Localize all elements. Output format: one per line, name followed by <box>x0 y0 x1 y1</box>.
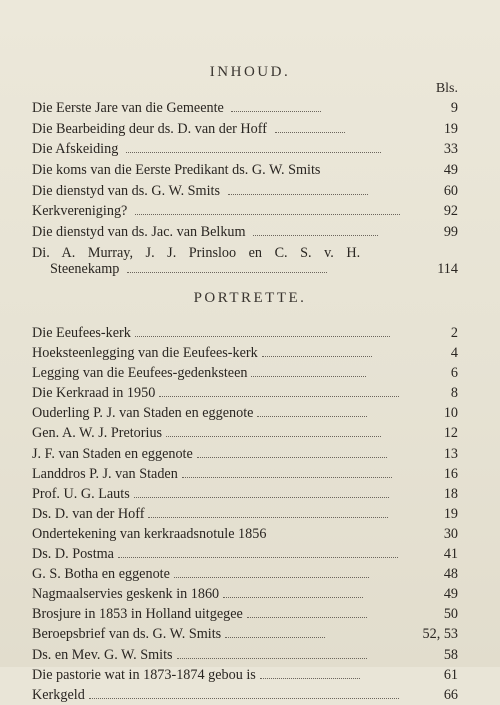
entry-page: 61 <box>443 666 458 683</box>
entry-page: 66 <box>443 686 458 703</box>
entry-title: Beroepsbrief van ds. G. W. Smits <box>32 626 222 643</box>
contents-entry <box>32 222 458 243</box>
entry-page: 49 <box>443 586 458 603</box>
entry-page: 9 <box>450 100 458 116</box>
entry-title: Gen. A. W. J. Pretorius <box>32 425 163 442</box>
portrait-entry <box>32 403 458 423</box>
leader-dots <box>228 193 368 195</box>
entry-title-continued <box>50 259 327 280</box>
portrait-entry <box>32 383 458 403</box>
contents-entry <box>32 181 458 202</box>
entry-page: 41 <box>443 546 458 563</box>
entry-title: Di. A. Murray, J. J. Prinsloo en C. S. v. H. <box>32 244 361 261</box>
portrait-entry <box>32 685 458 705</box>
entry-title: Hoeksteenlegging van die Eeufees-kerk <box>32 345 258 362</box>
entry-title: Landdros P. J. van Staden <box>32 465 178 482</box>
entry-page: 13 <box>443 445 458 462</box>
entry-page: 12 <box>443 425 458 442</box>
leader-dots <box>275 131 345 133</box>
leader-dots <box>166 435 381 437</box>
portrait-entry <box>32 464 458 484</box>
leader-dots <box>223 596 363 598</box>
entry-page: 16 <box>443 465 458 482</box>
entry-title: Legging van die Eeufees-gedenksteen <box>32 365 248 382</box>
entry-page: 114 <box>437 260 458 277</box>
entry-title: Die Bearbeiding deur ds. D. van der Hoff <box>32 120 267 137</box>
entry-title: Brosjure in 1853 in Holland uitgegee <box>32 606 243 623</box>
leader-dots <box>118 556 398 558</box>
portrait-entry <box>32 584 458 604</box>
portrait-entry <box>32 484 458 504</box>
leader-dots <box>177 657 367 659</box>
entry-title: Die Eerste Jare van die Gemeente <box>32 100 224 116</box>
portrait-entry <box>32 444 458 464</box>
leader-dots <box>135 213 400 215</box>
leader-dots <box>127 271 327 273</box>
entry-title: Die Eeufees-kerk <box>32 325 131 341</box>
entry-title: Kerkvereniging? <box>32 203 128 220</box>
contents-entry <box>32 119 458 140</box>
entry-page: 33 <box>443 141 458 158</box>
entry-title: Prof. U. G. Lauts <box>32 485 130 502</box>
entry-title: G. S. Botha en eggenote <box>32 566 170 583</box>
entry-page: 60 <box>443 182 458 199</box>
entry-title: Ouderling P. J. van Staden en eggenote <box>32 405 254 422</box>
entry-page: 19 <box>443 120 458 137</box>
leader-dots <box>247 616 367 618</box>
portrait-entry <box>32 544 458 564</box>
leader-dots <box>134 496 389 498</box>
entry-page: 58 <box>443 646 458 663</box>
leader-dots <box>89 697 399 699</box>
entry-page: 50 <box>443 606 458 623</box>
entry-page: 6 <box>450 365 458 382</box>
entry-title: Die Kerkraad in 1950 <box>32 385 156 402</box>
entry-page: 10 <box>443 405 458 422</box>
contents-entry <box>32 160 458 181</box>
leader-dots <box>257 415 367 417</box>
portraits-heading: PORTRETTE. <box>193 290 307 306</box>
entry-title: Nagmaalservies geskenk in 1860 <box>32 586 220 603</box>
leader-dots <box>253 234 378 236</box>
entry-page: 92 <box>443 203 458 220</box>
portrait-entry <box>32 423 458 443</box>
entry-page: 8 <box>450 385 458 402</box>
entry-title: J. F. van Staden en eggenote <box>32 445 193 462</box>
leader-dots <box>174 576 369 578</box>
contents-heading: INHOUD. <box>209 64 291 80</box>
leader-dots <box>260 677 360 679</box>
portrait-entry <box>32 524 458 544</box>
entry-title: Die dienstyd van ds. G. W. Smits <box>32 182 220 199</box>
portrait-entry <box>32 323 458 343</box>
leader-dots <box>126 151 381 153</box>
entry-title: Ondertekening van kerkraadsnotule 1856 <box>32 525 267 542</box>
contents-entry <box>32 243 458 280</box>
leader-dots <box>148 516 388 518</box>
entry-page: 52, 53 <box>422 626 458 643</box>
entry-page: 30 <box>443 525 458 542</box>
entry-page: 4 <box>450 345 458 362</box>
contents-list <box>32 98 458 280</box>
portrait-entry <box>32 665 458 685</box>
contents-entry <box>32 139 458 160</box>
leader-dots <box>225 636 325 638</box>
portrait-entry <box>32 504 458 524</box>
leader-dots <box>197 456 387 458</box>
entry-title: Die pastorie wat in 1873-1874 gebou is <box>32 666 256 683</box>
contents-entry <box>32 98 458 119</box>
entry-title: Die koms van die Eerste Predikant ds. G. W. Smits <box>32 162 321 179</box>
leader-dots <box>159 395 399 397</box>
entry-page: 49 <box>443 162 458 179</box>
entry-page: 2 <box>450 325 458 341</box>
entry-title-continuation: Steenekamp <box>50 260 120 277</box>
entry-title: Die dienstyd van ds. Jac. van Belkum <box>32 224 246 241</box>
portrait-entry <box>32 343 458 363</box>
leader-dots <box>262 355 372 357</box>
portrait-entry <box>32 564 458 584</box>
entry-title: Ds. D. Postma <box>32 546 114 563</box>
page-column-label: Bls. <box>435 81 458 96</box>
entry-page: 99 <box>443 224 458 241</box>
entry-page: 19 <box>443 505 458 522</box>
entry-page: 48 <box>443 566 458 583</box>
entry-title: Ds. D. van der Hoff <box>32 505 145 522</box>
portrait-entry <box>32 604 458 624</box>
entry-page: 18 <box>443 485 458 502</box>
entry-title: Kerkgeld <box>32 686 85 703</box>
portraits-list <box>32 323 458 705</box>
leader-dots <box>231 110 321 112</box>
entry-title: Ds. en Mev. G. W. Smits <box>32 646 173 663</box>
portrait-entry <box>32 645 458 665</box>
portrait-entry <box>32 624 458 644</box>
entry-title: Die Afskeiding <box>32 141 119 158</box>
portrait-entry <box>32 363 458 383</box>
leader-dots <box>135 335 390 337</box>
leader-dots <box>251 375 366 377</box>
leader-dots <box>182 476 392 478</box>
contents-entry <box>32 201 458 222</box>
